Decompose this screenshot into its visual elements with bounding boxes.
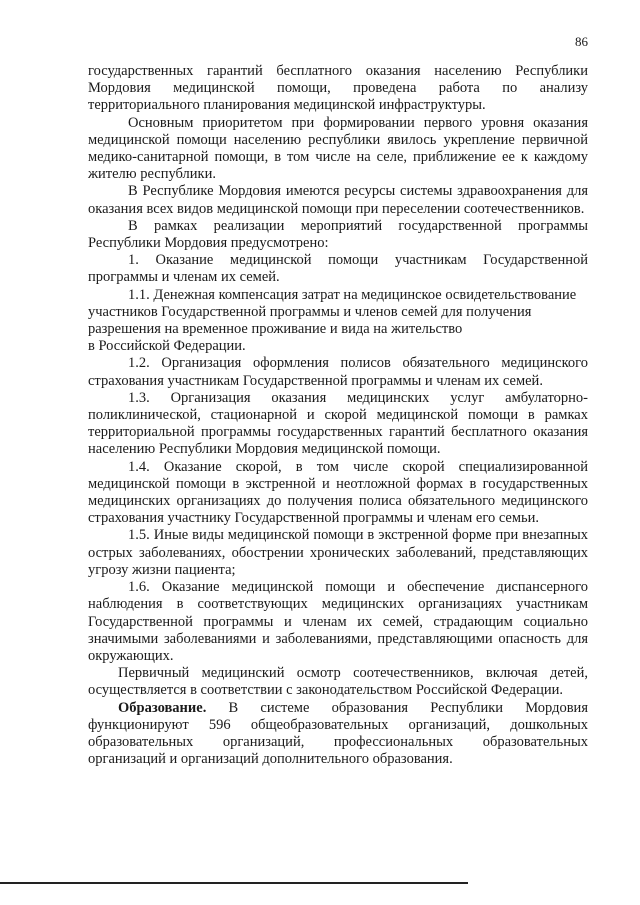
paragraph: 1. Оказание медицинской помощи участникам Государственной программы и членам их семей. [88, 252, 588, 286]
page-number: 86 [575, 34, 588, 49]
paragraph: 1.3. Организация оказания медицинских услуг амбулаторно-поликлинической, стационарной и скорой медицинской помощи в рамках территориальной программы государственных гарантий бесплатного оказания населению Республики Мордовия медицинской помощи. [88, 389, 588, 458]
document-body [88, 63, 588, 768]
paragraph: 1.2. Организация оформления полисов обязательного медицинского страхования участникам Государственной программы и членам их семей. [88, 355, 588, 389]
paragraph: Первичный медицинский осмотр соотечественников, включая детей, осуществляется в соответствии с законодательством Российской Федерации. [88, 665, 588, 699]
section-paragraph-education [88, 700, 588, 769]
paragraph: 1.1. Денежная компенсация затрат на медицинское освидетельствование участников Государственной программы и членов семей для получения разрешения на временное проживание и вида на жительство [88, 286, 577, 338]
paragraph: В рамках реализации мероприятий государственной программы Республики Мордовия предусмотрено: [88, 217, 588, 252]
paragraph: в Российской Федерации. [88, 338, 246, 355]
paragraph: государственных гарантий бесплатного оказания населению Республики Мордовия медицинской помощи, проведена работа по анализу территориального планирования медицинской инфраструктуры. [88, 63, 588, 114]
paragraph: В Республике Мордовия имеются ресурсы системы здравоохранения для оказания всех видов медицинской помощи при переселении соотечественников. [88, 183, 588, 217]
paragraph: 1.6. Оказание медицинской помощи и обеспечение диспансерного наблюдения в соответствующих медицинских организациях участникам Государственной программы и членам их семей, страдающим социально значимыми заболеваниями и заболеваниями, представляющими опасность для окружающих. [88, 579, 588, 664]
paragraph: 1.5. Иные виды медицинской помощи в экстренной форме при внезапных острых заболеваниях, обострении хронических заболеваний, представляющих угрозу жизни пациента; [88, 527, 588, 578]
paragraph: Основным приоритетом при формировании первого уровня оказания медицинской помощи населению республики явилось укрепление первичной медико-санитарной помощи, в том числе на селе, приближение ее к каждому жителю республики. [88, 114, 588, 183]
paragraph-text: В системе образования Республики Мордовия функционируют 596 общеобразовательных организаций, дошкольных образовательных организаций, профессиональных образовательных организаций и организаций дополнительного образования. [88, 699, 588, 768]
footer-rule [0, 882, 468, 884]
paragraph: 1.4. Оказание скорой, в том числе скорой специализированной медицинской помощи в экстренной и неотложной формах в государственных медицинских организациях до получения полиса обязательного медицинского страхования участнику Государственной программы и членам его семьи. [88, 458, 588, 527]
section-heading-education: Образование. [118, 699, 207, 716]
